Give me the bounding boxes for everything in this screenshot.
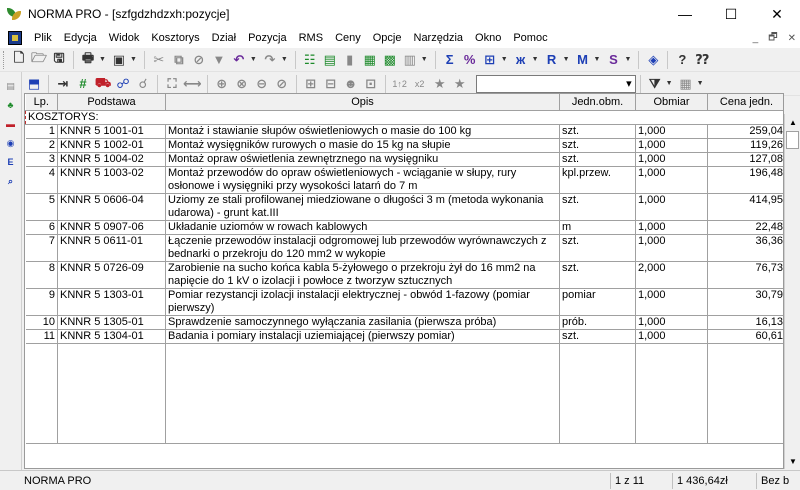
cell-podstawa[interactable]: KNNR 5 0907-06	[58, 220, 166, 234]
menu-plik[interactable]: Plik	[34, 32, 52, 44]
r-labor-icon[interactable]: R	[546, 52, 557, 67]
positions-grid	[24, 93, 784, 469]
m-material-icon[interactable]: M	[577, 52, 588, 67]
cell-lp[interactable]: 11	[26, 329, 58, 343]
help-icon[interactable]: ?	[678, 52, 687, 67]
cell-obmiar[interactable]: 1,000	[636, 234, 708, 261]
status-bar	[0, 470, 800, 490]
document-system-menu-icon[interactable]	[8, 31, 22, 45]
monitor-icon[interactable]: ▤	[323, 51, 336, 67]
move-right-icon[interactable]: ⊘	[276, 75, 288, 91]
table-row[interactable]	[26, 220, 785, 234]
undo-icon[interactable]: ↶	[233, 51, 245, 67]
s-equipment-icon[interactable]: S	[609, 52, 618, 67]
cell-lp[interactable]: 6	[26, 220, 58, 234]
cell-opis[interactable]: Montaż opraw oświetlenia zewnętrznego na wysięgniku	[166, 152, 560, 166]
col-header-opis[interactable]: Opis	[166, 94, 560, 110]
cell-cena[interactable]: 30,79	[708, 288, 785, 315]
cell-opis[interactable]: Montaż wysięgników rurowych o masie do 15 kg na słupie	[166, 138, 560, 152]
move-up-icon[interactable]: ⊕	[216, 75, 228, 91]
print-dropdown-icon[interactable]: ▼	[99, 56, 106, 63]
cell-opis[interactable]: Uziomy ze stali profilowanej miedziowane o długości 3 m (metoda wykonania udarowa) - grunt kat.III	[166, 193, 560, 220]
cell-jedn[interactable]: szt.	[560, 193, 636, 220]
cell-podstawa[interactable]: KNNR 5 0606-04	[58, 193, 166, 220]
left-tool-bars-icon[interactable]: ▬	[6, 119, 15, 129]
cell-obmiar[interactable]: 1,000	[636, 124, 708, 138]
cell-podstawa[interactable]: KNNR 5 0611-01	[58, 234, 166, 261]
cell-opis[interactable]: Badania i pomiary instalacji uziemiającej (pierwszy pomiar)	[166, 329, 560, 343]
cell-jedn[interactable]: kpl.przew.	[560, 166, 636, 193]
menu-bar	[0, 28, 800, 48]
menu-edycja[interactable]: Edycja	[63, 32, 97, 44]
preview-icon[interactable]: ▣	[112, 51, 126, 67]
cell-obmiar[interactable]: 1,000	[636, 315, 708, 329]
tag-icon[interactable]: ◈	[648, 51, 659, 67]
table-row[interactable]	[26, 288, 785, 315]
cell-lp[interactable]: 7	[26, 234, 58, 261]
table-row[interactable]	[26, 329, 785, 343]
left-tool-db-icon[interactable]: ◉	[6, 137, 15, 148]
comment-icon[interactable]: ▮	[346, 51, 354, 67]
dims-icon[interactable]: ⊞	[305, 75, 317, 91]
menu-widok[interactable]: Widok	[108, 32, 140, 44]
number-icon[interactable]: ⊡	[365, 75, 377, 91]
cell-jedn[interactable]: szt.	[560, 138, 636, 152]
mdi-close-button[interactable]: ✕	[787, 32, 796, 44]
cell-lp[interactable]: 4	[26, 166, 58, 193]
table-row[interactable]	[26, 261, 785, 288]
scroll-down-icon[interactable]: ▼	[789, 456, 797, 466]
cell-cena[interactable]: 259,04	[708, 124, 785, 138]
m-dropdown-icon[interactable]: ▼	[593, 56, 601, 63]
mdi-restore-button[interactable]: 🗗	[768, 31, 778, 43]
cell-jedn[interactable]: szt.	[560, 124, 636, 138]
cell-podstawa[interactable]: KNNR 5 1004-02	[58, 152, 166, 166]
new-file-icon[interactable]: 🗋	[13, 49, 25, 65]
cell-cena[interactable]: 119,26	[708, 138, 785, 152]
table-dropdown-icon[interactable]: ▼	[500, 56, 508, 63]
cell-obmiar[interactable]: 1,000	[636, 329, 708, 343]
cell-lp[interactable]: 1	[26, 124, 58, 138]
cell-lp[interactable]: 9	[26, 288, 58, 315]
scroll-up-icon[interactable]: ▲	[789, 117, 797, 127]
context-help-icon[interactable]: ⁇	[695, 51, 710, 67]
calc-icon[interactable]: ⊟	[325, 75, 337, 91]
table-icon[interactable]: ⊞	[484, 51, 496, 67]
menu-kosztorys[interactable]: Kosztorys	[151, 32, 200, 44]
cell-obmiar[interactable]: 1,000	[636, 166, 708, 193]
table-row[interactable]	[26, 166, 785, 193]
link-icon[interactable]: ⟷	[183, 75, 202, 91]
mdi-controls	[753, 28, 796, 48]
cell-cena[interactable]: 36,36	[708, 234, 785, 261]
cell-cena[interactable]: 414,95	[708, 193, 785, 220]
cell-cena[interactable]: 127,08	[708, 152, 785, 166]
insert-sub-icon[interactable]: ☌	[138, 75, 148, 91]
empty-row-area[interactable]	[26, 343, 785, 443]
insert-knr-icon[interactable]: ⇥	[57, 75, 69, 91]
cell-podstawa[interactable]: KNNR 5 0726-09	[58, 261, 166, 288]
tree-view-icon[interactable]: ☷	[303, 51, 316, 67]
print-icon[interactable]: 🖶	[81, 49, 95, 65]
cell-obmiar[interactable]: 1,000	[636, 152, 708, 166]
cut-icon[interactable]: ✂	[153, 51, 165, 67]
copy-icon[interactable]: ⧉	[174, 51, 184, 67]
grid-view-icon[interactable]: ▦	[679, 75, 692, 91]
cell-opis[interactable]: Sprawdzenie samoczynnego wyłączania zasilania (pierwsza próba)	[166, 315, 560, 329]
star-filled-icon[interactable]: ★	[453, 75, 466, 91]
table-row[interactable]	[26, 234, 785, 261]
title-bar	[0, 0, 800, 28]
cell-jedn[interactable]: m	[560, 220, 636, 234]
status-total: 1 436,64zł	[672, 473, 756, 489]
report-dropdown-icon[interactable]: ▼	[420, 56, 428, 63]
cell-cena[interactable]: 60,61	[708, 329, 785, 343]
cell-cena[interactable]: 22,48	[708, 220, 785, 234]
menu-dzial[interactable]: Dział	[211, 32, 237, 44]
cell-podstawa[interactable]: KNNR 5 1305-01	[58, 315, 166, 329]
table-row[interactable]	[26, 315, 785, 329]
col-header-obmiar[interactable]: Obmiar	[636, 94, 708, 110]
left-tool-search-icon[interactable]: ⌕	[7, 175, 14, 186]
table-row[interactable]	[26, 138, 785, 152]
redo-icon[interactable]: ↷	[264, 51, 276, 67]
section-row-kosztorys[interactable]	[26, 110, 785, 124]
cell-cena[interactable]: 196,48	[708, 166, 785, 193]
menu-pozycja[interactable]: Pozycja	[248, 32, 287, 44]
close-button[interactable]: ✕	[771, 5, 783, 22]
main-toolbar	[0, 48, 800, 72]
section-label: KOSZTORYS:	[26, 110, 785, 124]
preview-dropdown-icon[interactable]: ▼	[129, 56, 137, 63]
minimize-button[interactable]: —	[678, 6, 692, 22]
window-controls	[662, 0, 800, 28]
multiply-button[interactable]: x2	[414, 78, 425, 89]
filter-combo[interactable]	[476, 75, 636, 93]
cell-jedn[interactable]: szt.	[560, 234, 636, 261]
col-header-jedn[interactable]: Jedn.obm.	[560, 94, 636, 110]
sum-icon[interactable]: Σ	[445, 52, 454, 67]
cell-podstawa[interactable]: KNNR 5 1304-01	[58, 329, 166, 343]
cell-opis[interactable]: Łączenie przewodów instalacji odgromowej lub przewodów wyrównawczych z bednarki o przekroju do 120 mm2 w wykopie	[166, 234, 560, 261]
insert-tree-icon[interactable]: ☍	[116, 75, 130, 91]
cell-opis[interactable]: Montaż i stawianie słupów oświetleniowych o masie do 100 kg	[166, 124, 560, 138]
cell-jedn[interactable]: prób.	[560, 315, 636, 329]
delete-icon[interactable]: ⊘	[193, 51, 205, 67]
insert-position-icon[interactable]: #	[79, 76, 87, 91]
menu-opcje[interactable]: Opcje	[372, 32, 402, 44]
report-icon[interactable]: ▥	[403, 51, 416, 67]
menu-rms[interactable]: RMS	[298, 32, 324, 44]
cell-opis[interactable]: Zarobienie na sucho końca kabla 5-żyłowego o przekroju żył do 16 mm2 na napięcie do 1 kV o izolacji i powłoce z tworzyw sztucznych	[166, 261, 560, 288]
factors-icon[interactable]: ж	[516, 52, 526, 67]
cell-cena[interactable]: 16,13	[708, 315, 785, 329]
cell-podstawa[interactable]: KNNR 5 1003-02	[58, 166, 166, 193]
left-tool-calc-icon[interactable]: ▤	[6, 80, 15, 91]
table-row[interactable]	[26, 124, 785, 138]
s-dropdown-icon[interactable]: ▼	[624, 56, 632, 63]
insert-section-icon[interactable]: ⬒	[27, 75, 41, 91]
cell-jedn[interactable]: pomiar	[560, 288, 636, 315]
cell-obmiar[interactable]: 1,000	[636, 220, 708, 234]
cell-podstawa[interactable]: KNNR 5 1001-01	[58, 124, 166, 138]
cell-jedn[interactable]: szt.	[560, 152, 636, 166]
vertical-scrollbar[interactable]	[784, 114, 800, 469]
cell-obmiar[interactable]: 1,000	[636, 193, 708, 220]
cell-jedn[interactable]: szt.	[560, 261, 636, 288]
table-row[interactable]	[26, 152, 785, 166]
redo-dropdown-icon[interactable]: ▼	[280, 56, 288, 63]
expand-icon[interactable]: ⛶	[167, 75, 177, 91]
open-folder-icon[interactable]: 🗁	[30, 49, 48, 65]
scroll-thumb[interactable]	[786, 131, 799, 149]
cell-podstawa[interactable]: KNNR 5 1002-01	[58, 138, 166, 152]
window-title: NORMA PRO - [szfgdzhdzxh:pozycje]	[28, 7, 230, 21]
col-header-cena[interactable]: Cena jedn.	[708, 94, 785, 110]
renumber-button[interactable]: 1↑2	[392, 78, 407, 89]
left-tool-norma-icon[interactable]: ♣	[7, 100, 14, 110]
mdi-minimize-button[interactable]: _	[752, 32, 759, 44]
factors-dropdown-icon[interactable]: ▼	[531, 56, 539, 63]
menu-ceny[interactable]: Ceny	[335, 32, 361, 44]
menu-okno[interactable]: Okno	[475, 32, 502, 44]
user-icon[interactable]: ☻	[343, 76, 358, 91]
cell-cena[interactable]: 76,73	[708, 261, 785, 288]
cell-lp[interactable]: 10	[26, 315, 58, 329]
col-header-podstawa[interactable]: Podstawa	[58, 94, 166, 110]
maximize-button[interactable]: ☐	[724, 5, 738, 22]
col-header-lp[interactable]: Lp.	[26, 94, 58, 110]
left-tool-epw-icon[interactable]: E	[7, 157, 14, 167]
move-left-icon[interactable]: ⊖	[256, 75, 268, 91]
toolbar-grip[interactable]	[3, 51, 6, 69]
star-icon[interactable]: ★	[433, 75, 446, 91]
save-icon[interactable]: 🖫	[53, 49, 65, 65]
status-app-name: NORMA PRO	[24, 474, 92, 487]
funnel-icon[interactable]: ⧩	[648, 75, 661, 91]
cell-lp[interactable]: 8	[26, 261, 58, 288]
cell-opis[interactable]: Układanie uziomów w rowach kablowych	[166, 220, 560, 234]
r-dropdown-icon[interactable]: ▼	[562, 56, 570, 63]
grid-view-dropdown-icon[interactable]: ▼	[696, 80, 704, 87]
cell-obmiar[interactable]: 1,000	[636, 138, 708, 152]
cell-podstawa[interactable]: KNNR 5 1303-01	[58, 288, 166, 315]
undo-dropdown-icon[interactable]: ▼	[249, 56, 257, 63]
percent-icon[interactable]: %	[463, 52, 476, 67]
filter-icon[interactable]: ▼	[212, 52, 226, 67]
summary-view-icon[interactable]: ▩	[383, 51, 396, 67]
cell-lp[interactable]: 2	[26, 138, 58, 152]
calc-view-icon[interactable]: ▦	[363, 51, 376, 67]
cell-opis[interactable]: Pomiar rezystancji izolacji instalacji elektrycznej - obwód 1-fazowy (pomiar pierwszy)	[166, 288, 560, 315]
cell-opis[interactable]: Montaż przewodów do opraw oświetleniowych - wciąganie w słupy, rury osłonowe i wysięgniki przy wysokości latarń do 7 m	[166, 166, 560, 193]
menu-narzedzia[interactable]: Narzędzia	[413, 32, 464, 44]
status-position: 1 z 11	[610, 473, 672, 489]
status-extra: Bez b	[756, 473, 800, 489]
table-row[interactable]	[26, 193, 785, 220]
menu-pomoc[interactable]: Pomoc	[513, 32, 548, 44]
cell-obmiar[interactable]: 2,000	[636, 261, 708, 288]
insert-equipment-icon[interactable]: ⛟	[94, 74, 112, 90]
cell-lp[interactable]: 3	[26, 152, 58, 166]
left-toolbar	[0, 72, 22, 470]
app-logo-icon	[6, 6, 22, 22]
move-down-icon[interactable]: ⊗	[236, 75, 248, 91]
funnel-dropdown-icon[interactable]: ▼	[665, 80, 673, 87]
cell-obmiar[interactable]: 1,000	[636, 288, 708, 315]
cell-lp[interactable]: 5	[26, 193, 58, 220]
cell-jedn[interactable]: szt.	[560, 329, 636, 343]
